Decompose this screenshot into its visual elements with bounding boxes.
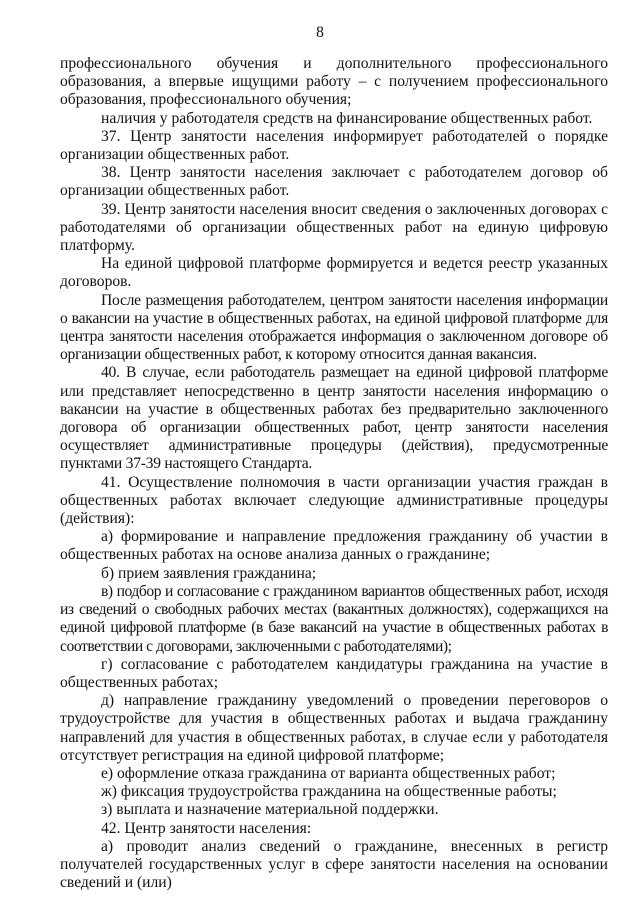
page-number: 8: [316, 24, 324, 41]
paragraph-item-41-h: з) выплата и назначение материальной поддержки.: [101, 801, 439, 819]
paragraph-funding-condition: наличия у работодателя средств на финансирование общественных работ.: [101, 109, 593, 127]
paragraph-item-42-a: а) проводит анализ сведений о гражданине, внесенных в регистр получателей государственных услуг в сфере занятости населения на основании сведений и (или): [60, 837, 608, 892]
paragraph-item-41-f: е) оформление отказа гражданина от варианта общественных работ;: [101, 764, 556, 782]
paragraph-item-41-b: б) прием заявления гражданина;: [101, 564, 317, 582]
paragraph-vacancy-posting: После размещения работодателем, центром занятости населения информации о вакансии на участие в общественных работах, на единой цифровой платформе для центра занятости населения отображается информация о заключенном договоре об организации общественных работ, к которому относится данная вакансия.: [60, 291, 608, 364]
paragraph-item-41-d: г) согласование с работодателем кандидатуры гражданина на участие в общественных работах;: [60, 655, 608, 691]
paragraph-item-41-a: а) формирование и направление предложения гражданину об участии в общественных работах на основе анализа данных о гражданине;: [60, 528, 608, 564]
paragraph-item-39: 39. Центр занятости населения вносит сведения о заключенных договорах с работодателями об организации общественных работ на единую цифровую платформу.: [60, 200, 608, 255]
paragraph-item-41: 41. Осуществление полномочия в части организации участия граждан в общественных работах включает следующие административные процедуры (действия):: [60, 473, 608, 528]
paragraph-item-41-c: в) подбор и согласование с гражданином вариантов общественных работ, исходя из сведений о свободных рабочих местах (вакантных должностях), содержащихся на единой цифровой платформе (в базе вакансий на участие в общественных работах в соответствии с договорами, заключенными с работодателями);: [60, 582, 608, 655]
document-body: [60, 55, 608, 892]
paragraph-item-41-g: ж) фиксация трудоустройства гражданина на общественные работы;: [101, 783, 557, 801]
paragraph-registry: На единой цифровой платформе формируется и ведется реестр указанных договоров.: [60, 255, 608, 291]
paragraph-continuation: профессионального обучения и дополнительного профессионального образования, а впервые ищущими работу – с получением профессионального образования, профессионального обучения;: [60, 55, 608, 109]
paragraph-item-42: 42. Центр занятости населения:: [101, 819, 312, 837]
paragraph-item-40: 40. В случае, если работодатель размещает на единой цифровой платформе или представляет непосредственно в центр занятости населения информацию о вакансии на участие в общественных работах без предварительно заключенного договора об организации общественных работ, центр занятости населения осуществляет административные процедуры (действия), предусмотренные пунктами 37-39 настоящего Стандарта.: [60, 364, 608, 473]
paragraph-item-37: 37. Центр занятости населения информирует работодателей о порядке организации общественных работ.: [60, 127, 608, 164]
paragraph-item-41-e: д) направление гражданину уведомлений о проведении переговоров о трудоустройстве для участия в общественных работах и выдача гражданину направлений для участия в общественных работах, в случае если у работодателя отсутствует регистрация на единой цифровой платформе;: [60, 692, 608, 764]
paragraph-item-38: 38. Центр занятости населения заключает с работодателем договор об организации общественных работ.: [60, 164, 608, 200]
